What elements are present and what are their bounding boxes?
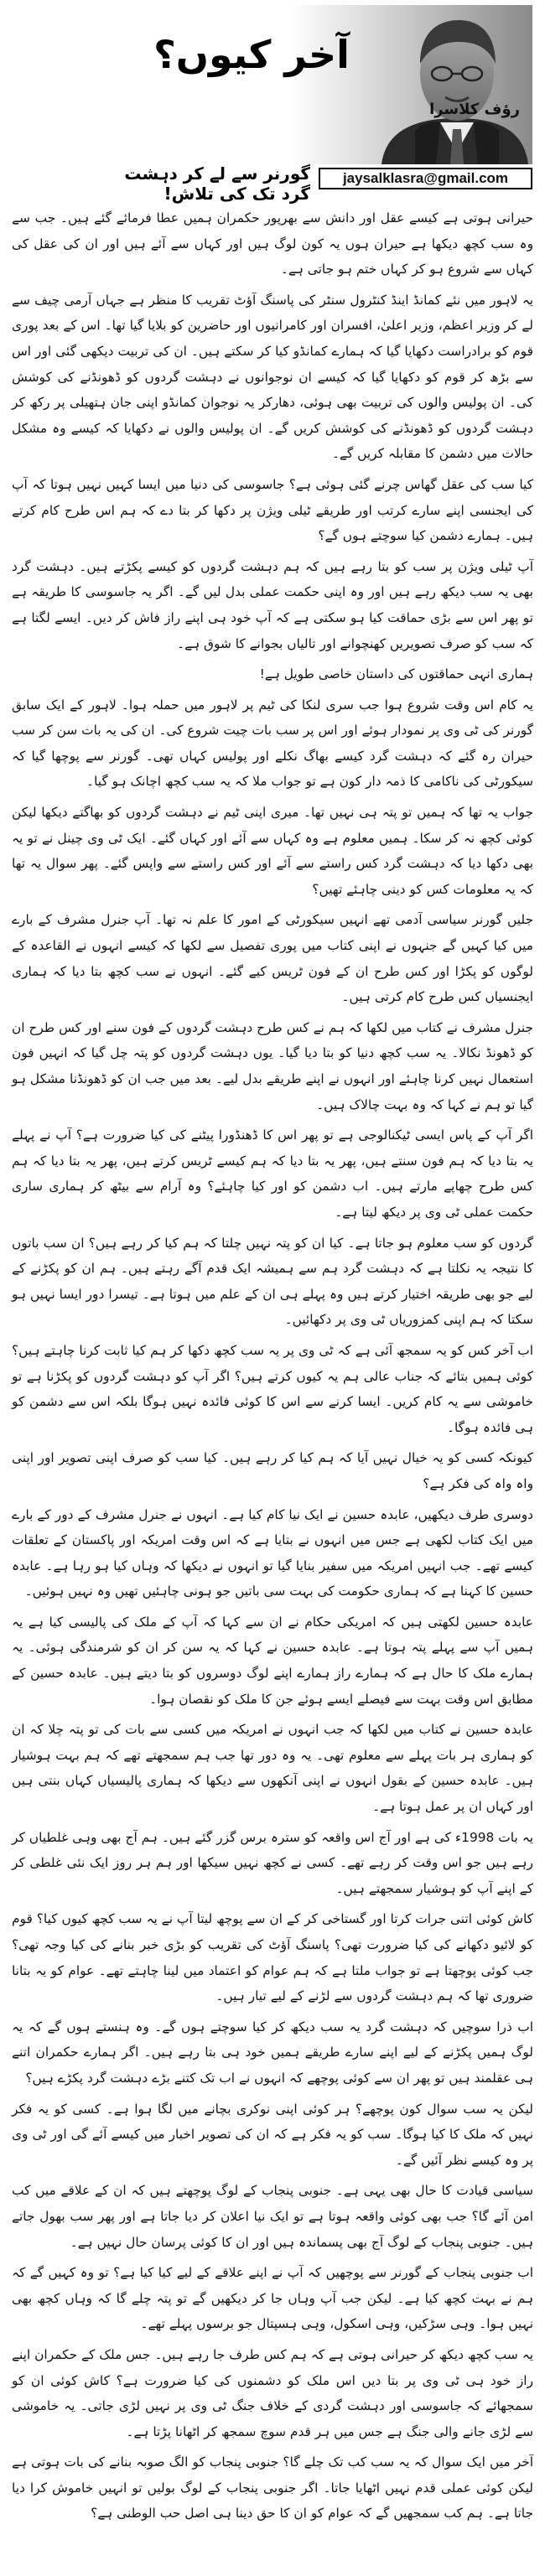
- column-title: آخر کیوں؟: [153, 32, 350, 77]
- paragraph: یہ بات 1998ء کی ہے اور آج اس واقعہ کو سترہ برس گزر گئے ہیں۔ ہم آج بھی وہی غلطیاں کر رہے ہیں جو اس وقت کر رہے تھے۔ کسی نے کچھ نہیں سیکھا اور ہم ہر روز ایک نئی غلطی کر کے اپنے آپ کو ہوشیار سمجھتے ہیں۔: [12, 1829, 533, 1896]
- paragraph: کیا سب کی عقل گھاس چرنے گئی ہوئی ہے؟ جاسوسی کی دنیا میں ایسا کہیں نہیں ہوتا کہ آپ کی ایجنسی اپنے سارے کرتب اور طریقے ٹیلی ویژن پر دکھا کر بتا دے کہ ہم اس طرح کام کرتے ہیں۔ ہمارے دشمن کیا سوچتے ہوں گے؟: [12, 476, 533, 544]
- paragraph: جلیں گورنر سیاسی آدمی تھے انہیں سیکورٹی کے امور کا علم نہ تھا۔ آپ جنرل مشرف کے بارے میں کیا کہیں گے جنہوں نے اپنی کتاب میں پوری تفصیل سے لکھا کہ کیسے انہوں نے القاعدہ کے لوگوں کو پکڑا اور کس طرح ان کے فون ٹریس کیے گئے۔ انہوں نے سب کچھ بتا دیا کہ ہماری ایجنسیاں کس طرح کام کرتی ہیں۔: [12, 912, 533, 1005]
- paragraph: ہماری انہی حماقتوں کی داستان خاصی طویل ہے!: [259, 666, 533, 682]
- paragraph: جواب یہ تھا کہ ہمیں تو پتہ ہی نہیں تھا۔ میری اپنی ٹیم نے دہشت گردوں کو بھاگتے دیکھا لیکن کوئی کچھ نہ کر سکا۔ ہمیں معلوم ہے وہ کہاں سے آئے اور کہاں گئے۔ ایک ٹی وی چینل نے تو یہ بھی دکھا دیا کہ دہشت گرد کس راستے سے آئے اور کس راستے سے واپس گئے۔ پھر سوال یہ تھا کہ یہ معلومات کس کو دینی چاہئے تھیں؟: [12, 805, 533, 897]
- paragraph: کیونکہ کسی کو یہ خیال نہیں آیا کہ ہم کیا کر رہے ہیں۔ کیا سب کو صرف اپنی تصویر اور اپنی واہ واہ کی فکر ہے؟: [12, 1450, 533, 1491]
- paragraph: اگر آپ کے پاس ایسی ٹیکنالوجی ہے تو پھر اس کا ڈھنڈورا پیٹنے کی کیا ضرورت ہے؟ آپ نے پہلے یہ بتا دیا کہ ہم فون سنتے ہیں، پھر یہ بتا دیا کہ ہم کیسے ٹریس کرتے ہیں، پھر یہ بتا دیا کہ ہم کس طرح چھاپے مارتے ہیں۔ اب دشمن کو اور کیا چاہئے؟ وہ آرام سے بیٹھ کر ہماری ساری حکمت عملی ٹی وی پر دیکھ لیتا ہے۔: [12, 1127, 533, 1220]
- paragraph: لیکن یہ سب سوال کون پوچھے؟ ہر کوئی اپنی نوکری بچانے میں لگا ہوا ہے۔ کسی کو یہ فکر نہیں کہ ملک کا کیا ہوگا۔ سب کو یہ فکر ہے کہ ان کی تصویر اخبار میں کیسے آئے گی اور ٹی وی پر وہ کیسے نظر آئیں گے۔: [12, 2101, 533, 2168]
- paragraph: عابدہ حسین نے کتاب میں لکھا کہ جب انہوں نے امریکہ میں کسی سے بات کی تو پتہ چلا کہ ان کو ہماری ہر بات پہلے سے معلوم تھی۔ یہ وہ دور تھا جب ہم سمجھتے تھے کہ ہم بہت ہوشیار ہیں۔ عابدہ حسین کے بقول انہوں نے اپنی آنکھوں سے دیکھا کہ ہماری پالیسیاں کہاں بنتی ہیں اور کہاں ان پر عمل ہوتا ہے۔: [12, 1722, 533, 1815]
- paragraph: یہ لاہور میں نئے کمانڈ اینڈ کنٹرول سنٹر کی پاسنگ آؤٹ تقریب کا منظر ہے جہاں آرمی چیف سے لے کر وزیر اعظم، وزیر اعلیٰ، افسران اور کامرانیوں اور حاضرین کو بلایا گیا تھا۔ اس کے بعد پوری قوم کو برادراست دکھایا گیا کہ ہمارے کمانڈو کیا کر سکتے ہیں۔ ان کی تربیت دیکھی گئی اور اس سے بڑھ کر قوم کو دکھایا گیا کہ کیسے ان نوجوانوں نے دہشت گردوں کو ڈھونڈنے کی کوشش کی۔ ان پولیس والوں کی تربیت بھی ہوئی، دھارکر یہ نوجوان کمانڈو اپنی جان ہتھیلی پر رکھ کر دہشت گردوں کو ڈھونڈنے کی کوشش کریں گے۔ ان پولیس والوں نے دکھایا کہ کیسے وہ مشکل حالات میں دشمن کا مقابلہ کریں گے۔: [12, 292, 533, 462]
- column-body: [12, 205, 533, 2532]
- paragraph: دوسری طرف دیکھیں، عابدہ حسین نے ایک نیا کام کیا ہے۔ انہوں نے جنرل مشرف کے دور کے بارے میں ایک کتاب لکھی ہے جس میں انہوں نے بتایا ہے کہ اس وقت امریکہ اور پاکستان کے تعلقات کیسے تھے۔ جب انہیں امریکہ میں سفیر بنایا گیا تو انہوں نے دیکھا کہ وہاں کیا ہو رہا ہے۔ عابدہ حسین کا کہنا ہے کہ ہماری حکومت کی بہت سی باتیں جو ہونی چاہئیں تھیں وہ نہیں ہوئیں۔: [12, 1506, 533, 1599]
- column-header: [0, 0, 545, 210]
- paragraph: آخر میں ایک سوال کہ یہ سب کب تک چلے گا؟ جنوبی پنجاب کو الگ صوبہ بنانے کی بات ہوتی ہے لیکن کوئی عملی قدم نہیں اٹھایا جاتا۔ اگر جنوبی پنجاب کے لوگ بولیں تو انہیں خاموش کرا دیا جاتا ہے۔ ہم کب سمجھیں گے کہ عوام کو ان کا حق دینا ہی اصل حب الوطنی ہے؟: [12, 2454, 533, 2522]
- paragraph: کاش کوئی اتنی جرات کرتا اور گستاخی کر کے ان سے پوچھ لیتا آپ نے یہ سب کچھ کیوں کیا؟ قوم کو لائیو دکھانے کی کیا ضرورت تھی؟ پاسنگ آؤٹ کی تقریب کو بڑی خبر بنانے کی کیا وجہ تھی؟ جب کوئی پوچھتا ہے تو جواب ملتا ہے کہ ہم عوام کو اعتماد میں لینا چاہتے تھے۔ عوام کو یہ بتانا ضروری تھا کہ ہم دہشت گردوں سے لڑنے کے لیے تیار ہیں۔: [12, 1911, 533, 2004]
- paragraph: گردوں کو سب معلوم ہو جاتا ہے۔ کیا ان کو پتہ نہیں چلتا کہ ہم کیا کر رہے ہیں؟ ان سب باتوں کا نتیجہ یہ نکلتا ہے کہ دہشت گرد ہم سے ہمیشہ ایک قدم آگے رہتے ہیں۔ ہم ان کو پکڑنے کے لیے جو بھی طریقہ اختیار کرتے ہیں وہ پہلے ہی ان کے علم میں ہوتا ہے۔ تیسرا دور ایسا نہیں ہو سکتا کہ ہم اپنی کمزوریاں ٹی وی پر دکھائیں۔: [12, 1235, 533, 1328]
- author-name: رؤف کلاسرا: [429, 101, 520, 118]
- paragraph: اب آخر کس کو یہ سمجھ آئی ہے کہ ٹی وی پر یہ سب کچھ دکھا کر ہم کیا ثابت کرنا چاہتے ہیں؟ کوئی ہمیں بتائے کہ جناب عالی ہم یہ کیوں کرتے ہیں؟ اگر آپ کو دہشت گردوں کو پکڑنا ہے تو خاموشی سے یہ کام کریں۔ ایسا کرنے سے اس کا کوئی فائدہ نہیں ہوگا بلکہ اس سے دشمن کو ہی فائدہ ہوگا۔: [12, 1342, 533, 1435]
- paragraph: یہ کام اس وقت شروع ہوا جب سری لنکا کی ٹیم پر لاہور میں حملہ ہوا۔ لاہور کے ایک سابق گورنر کی ٹی وی پر نمودار ہوئے اور اس پر سب بات چیت شروع کی۔ ان کی یہ بات سن کر سب حیران رہ گئے کہ دہشت گرد کیسے بھاگ نکلے اور پولیس کہاں تھی۔ گورنر سے پوچھا گیا کہ سیکورٹی کی ناکامی کا ذمہ دار کون ہے تو جواب ملا کہ یہ سب کچھ اچانک ہو گیا۔: [12, 697, 533, 790]
- column-subtitle: گورنر سے لے کر دہشت گرد تک کی تلاش!: [124, 163, 310, 204]
- paragraph: اب ذرا سوچیں کہ دہشت گرد یہ سب دیکھ کر کیا سوچتے ہوں گے۔ وہ ہنستے ہوں گے کہ یہ لوگ ہمیں پکڑنے کے لیے اپنے سارے طریقے ہمیں خود ہی بتا رہے ہیں۔ اگر ہمارے حکمران اتنے ہی عقلمند ہیں تو پھر ان سے کوئی پوچھے کہ انہوں نے اب تک کتنے بڑے دہشت گرد پکڑے ہیں؟: [12, 2019, 533, 2086]
- paragraph: اب جنوبی پنجاب کے گورنر سے پوچھیں کہ آپ نے اپنے علاقے کے لیے کیا کیا ہے؟ تو وہ کہیں گے کہ ہم نے بہت کچھ کیا ہے۔ لیکن جب آپ وہاں جا کر دیکھیں گے تو پتہ چلے گا کہ وہاں کچھ بھی نہیں ہوا۔ وہی سڑکیں، وہی اسکول، وہی ہسپتال جو برسوں پہلے تھے۔: [12, 2265, 533, 2332]
- paragraph: عابدہ حسین لکھتی ہیں کہ امریکی حکام نے ان سے کہا کہ آپ کے ملک کی پالیسی کیا ہے یہ ہمیں آپ سے پہلے پتہ ہوتا ہے۔ عابدہ حسین نے کہا کہ یہ سن کر ان کو شرمندگی ہوئی۔ یہ ہمارے ملک کا حال ہے کہ ہمارے راز ہمارے اپنے لوگ دوسروں کو بتا دیتے ہیں۔ عابدہ حسین کے مطابق اس وقت بہت سے فیصلے ایسے ہوئے جن کا ملک کو نقصان ہوا۔: [12, 1614, 533, 1707]
- paragraph: جنرل مشرف نے کتاب میں لکھا کہ ہم نے کس طرح دہشت گردوں کے فون سنے اور کس طرح ان کو ڈھونڈ نکالا۔ یہ سب کچھ دنیا کو بتا دیا گیا۔ یوں دہشت گردوں کو پتہ چل گیا کہ انہیں فون استعمال نہیں کرنا چاہئے اور انہوں نے اپنے طریقے بدل لیے۔ بعد میں جب ان کو ڈھونڈنا مشکل ہو گیا تو ہم نے کہا کہ وہ بہت چالاک ہیں۔: [12, 1019, 533, 1112]
- paragraph: یہ سب کچھ دیکھ کر حیرانی ہوتی ہے کہ ہم کس طرف جا رہے ہیں۔ جس ملک کے حکمران اپنے راز خود ہی ٹی وی پر بتا دیں اس ملک کو دشمنوں کی کیا ضرورت ہے؟ کاش کوئی ان کو سمجھائے کہ جاسوسی اور دہشت گردی کے خلاف جنگ ٹی وی پر نہیں لڑی جاتی۔ یہ خاموشی سے لڑی جانے والی جنگ ہے جس میں ہر قدم سوچ سمجھ کر اٹھانا پڑتا ہے۔: [12, 2346, 533, 2439]
- paragraph: حیرانی ہوتی ہے کیسے عقل اور دانش سے بھرپور حکمران ہمیں عطا فرمائے گئے ہیں۔ جب سے وہ سب کچھ دیکھا ہے حیران ہوں یہ کون لوگ ہیں اور کہاں سے آئے ہیں اور ان کی عقل کی کہاں سے شروع ہو کر کہاں ختم ہو جاتی ہے۔: [12, 210, 533, 277]
- paragraph: آپ ٹیلی ویژن پر سب کو بتا رہے ہیں کہ ہم دہشت گردوں کو کیسے پکڑتے ہیں۔ دہشت گرد بھی یہ سب دیکھ رہے ہیں اور وہ اپنی حکمت عملی بدل لیں گے۔ اگر یہ جاسوسی کا طریقہ ہے تو پھر اس سے بڑی حماقت کیا ہو سکتی ہے کہ آپ خود ہی اپنے راز فاش کر دیں۔ ایسے لگتا ہے کہ سب کو صرف تصویریں کھنچوانے اور تالیاں بجوانے کا شوق ہے۔: [12, 558, 533, 651]
- paragraph: سیاسی قیادت کا حال بھی یہی ہے۔ جنوبی پنجاب کے لوگ پوچھتے ہیں کہ ان کے علاقے میں کب امن آئے گا؟ جب بھی کوئی واقعہ ہوتا ہے تو ایک نیا اعلان کر دیا جاتا ہے اور پھر سب بھول جاتے ہیں۔ جنوبی پنجاب کے لوگ آج بھی پسماندہ ہیں اور ان کا کوئی پرسان حال نہیں ہے۔: [12, 2183, 533, 2250]
- author-email: jaysalklasra@gmail.com: [319, 168, 532, 189]
